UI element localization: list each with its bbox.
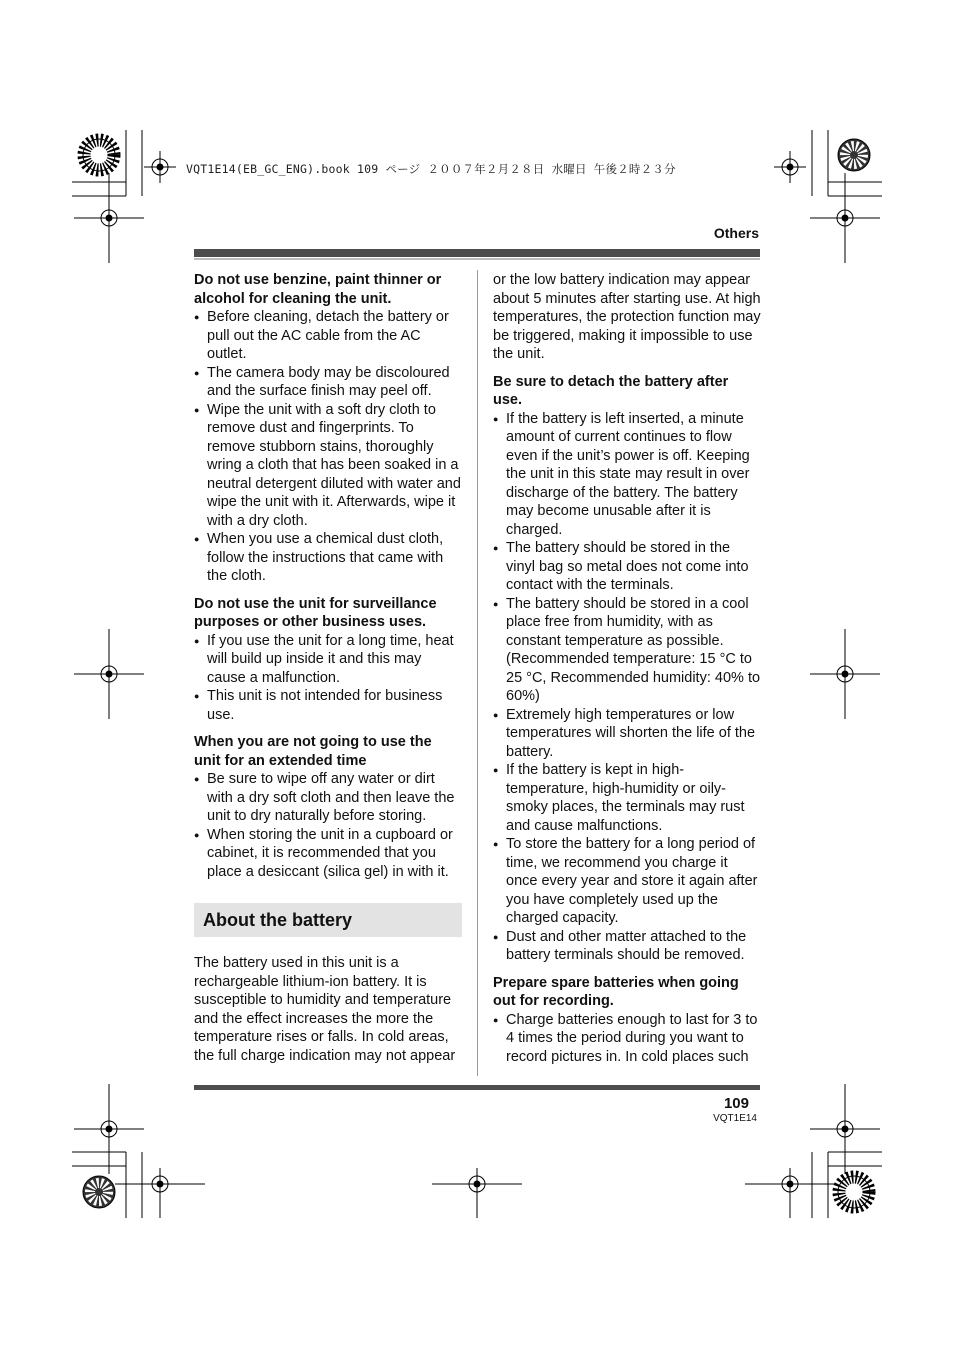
battery-section-title-text: About the battery [203,909,353,930]
list-item: ● Charge batteries enough to last for 3 to 4 times the period during you want to record pictures in. In cold places such [493,1011,761,1067]
list-item: ● If the battery is kept in high-temperature, high-humidity or oily-smoky places, the terminals may rust and cause malfunctions. [493,761,761,835]
top-rule [194,249,760,257]
spare-batteries-heading: Prepare spare batteries when going out for recording. [493,974,739,1009]
cleaning-list [194,308,462,586]
list-item: ● Extremely high temperatures or low temperatures will shorten the life of the battery. [493,706,761,762]
list-item: ● Dust and other matter attached to the battery terminals should be removed. [493,928,761,965]
model-code: VQT1E14 [713,1113,757,1124]
battery-intro-continued: or the low battery indication may appear about 5 minutes after starting use. At high temperatures, the protection function may be triggered, making it impossible to use the unit. [493,272,761,362]
list-item: ● The camera body may be discoloured and the surface finish may peel off. [194,364,462,401]
right-column [493,271,761,1066]
detach-battery-list [493,410,761,965]
surveillance-heading: Do not use the unit for surveillance purposes or other business uses. [194,595,437,630]
list-item: ● When you use a chemical dust cloth, follow the instructions that came with the cloth. [194,530,462,586]
print-header: VQT1E14(EB_GC_ENG).book 109 ページ ２００７年２月２８日 水曜日 午後２時２３分 [186,162,676,176]
detach-battery-heading: Be sure to detach the battery after use. [493,373,729,408]
cleaning-heading: Do not use benzine, paint thinner or alcohol for cleaning the unit. [194,272,442,307]
list-item: ● The battery should be stored in the vinyl bag so metal does not come into contact with the terminals. [493,539,761,595]
list-item: ● This unit is not intended for business use. [194,687,462,724]
extended-time-list [194,770,462,881]
list-item: ● To store the battery for a long period of time, we recommend you charge it once every year and store it again after you have completely used up the charged capacity. [493,835,761,928]
battery-section-title [194,903,462,937]
top-rule-shadow [194,258,760,260]
list-item: ● When storing the unit in a cupboard or cabinet, it is recommended that you place a desiccant (silica gel) in with it. [194,826,462,882]
list-item: ● If the battery is left inserted, a minute amount of current continues to flow even if the unit’s power is off. Keeping the unit in this state may result in over discharge of the battery. The battery may become unusable after it is charged. [493,410,761,540]
column-divider [477,270,478,1076]
bottom-rule [194,1085,760,1090]
page-number: 109 [723,1095,749,1112]
list-item: ● Be sure to wipe off any water or dirt with a dry soft cloth and then leave the unit to dry naturally before storing. [194,770,462,826]
extended-time-heading: When you are not going to use the unit for an extended time [194,734,432,769]
list-item: ● The battery should be stored in a cool place free from humidity, with as constant temperature as possible. (Recommended temperature: 15 °C to 25 °C, Recommended humidity: 40% to 60%) [493,595,761,706]
list-item: ● Before cleaning, detach the battery or pull out the AC cable from the AC outlet. [194,308,462,364]
list-item: ● Wipe the unit with a soft dry cloth to remove dust and fingerprints. To remove stubborn stains, thoroughly wring a cloth that has been soaked in a neutral detergent diluted with water and wipe the unit with it. Afterwards, wipe it with a dry cloth. [194,401,462,531]
surveillance-list [194,632,462,725]
battery-intro: The battery used in this unit is a rechargeable lithium-ion battery. It is susceptible to humidity and temperature and the effect increases the more the temperature rises or falls. In cold areas, the full charge indication may not appear [194,955,456,1064]
left-column [194,271,462,1065]
list-item: ● If you use the unit for a long time, heat will build up inside it and this may cause a malfunction. [194,632,462,688]
spare-batteries-list [493,1011,761,1067]
section-label: Others [713,225,759,241]
